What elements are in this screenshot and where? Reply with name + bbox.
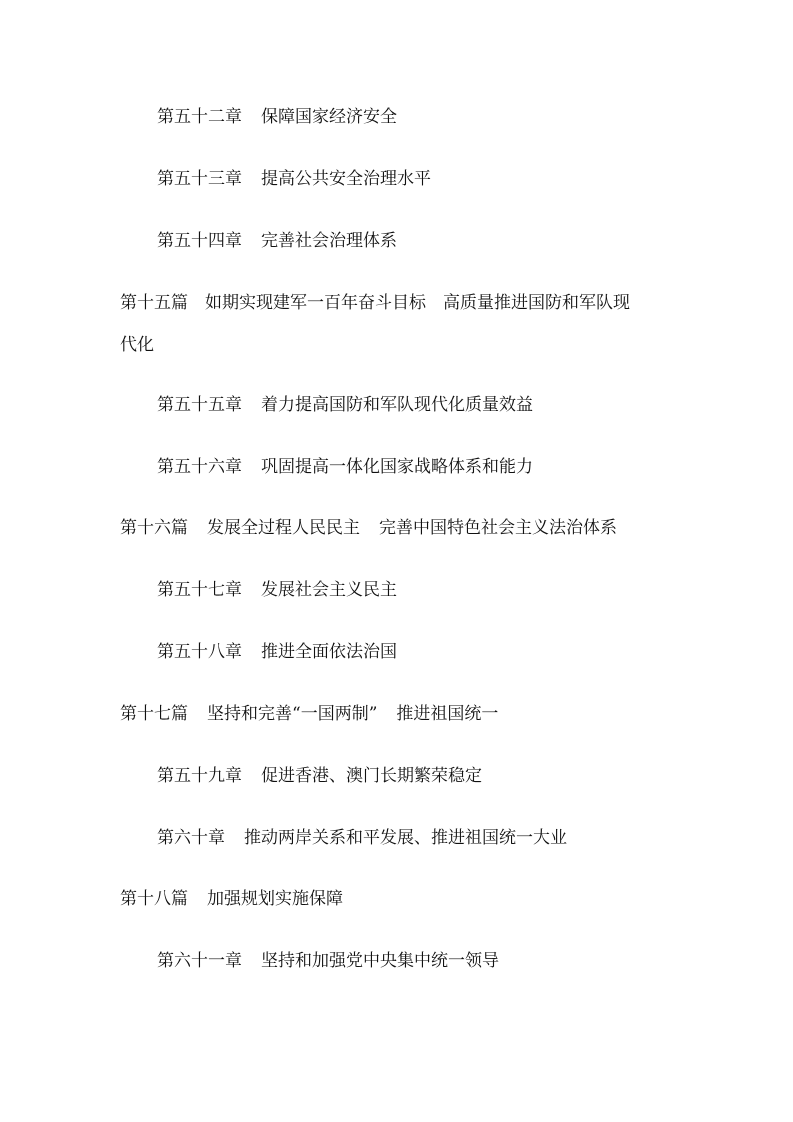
chapter-title: 巩固提高一体化国家战略体系和能力 <box>261 457 533 477</box>
part-title: 坚持和完善“一国两制” <box>207 704 378 724</box>
toc-chapter-61 <box>157 949 499 973</box>
chapter-title: 坚持和加强党中央集中统一领导 <box>261 951 499 971</box>
part-title: 加强规划实施保障 <box>207 889 343 909</box>
toc-chapter-56 <box>157 455 533 479</box>
toc-part-15-wrap <box>120 333 154 357</box>
chapter-title: 促进香港、澳门长期繁荣稳定 <box>261 766 482 786</box>
chapter-title: 提高公共安全治理水平 <box>261 169 431 189</box>
chapter-title: 发展社会主义民主 <box>261 580 397 600</box>
chapter-title: 完善社会治理体系 <box>261 231 397 251</box>
chapter-title: 推动两岸关系和平发展、推进祖国统一大业 <box>244 828 567 848</box>
chapter-number: 第六十一章 <box>157 951 242 971</box>
toc-chapter-53 <box>157 167 431 191</box>
chapter-number: 第五十三章 <box>157 169 242 189</box>
toc-chapter-57 <box>157 578 397 602</box>
toc-part-15 <box>120 291 630 315</box>
toc-chapter-54 <box>157 229 397 253</box>
part-number: 第十五篇 <box>120 293 188 313</box>
toc-chapter-58 <box>157 640 397 664</box>
part-title-continued: 高质量推进国防和军队现 <box>443 293 630 313</box>
toc-chapter-52 <box>157 105 397 129</box>
chapter-number: 第五十五章 <box>157 395 242 415</box>
part-title: 如期实现建军一百年奋斗目标 <box>205 293 426 313</box>
toc-chapter-59 <box>157 764 482 788</box>
part-title-wrap: 代化 <box>120 335 154 355</box>
part-number: 第十六篇 <box>120 518 188 538</box>
chapter-number: 第五十二章 <box>157 107 242 127</box>
chapter-number: 第五十四章 <box>157 231 242 251</box>
part-number: 第十八篇 <box>120 889 188 909</box>
part-title-continued: 完善中国特色社会主义法治体系 <box>379 518 617 538</box>
toc-chapter-55 <box>157 393 533 417</box>
chapter-title: 着力提高国防和军队现代化质量效益 <box>261 395 533 415</box>
chapter-title: 保障国家经济安全 <box>261 107 397 127</box>
toc-part-16 <box>120 516 617 540</box>
chapter-number: 第五十六章 <box>157 457 242 477</box>
chapter-number: 第五十九章 <box>157 766 242 786</box>
part-number: 第十七篇 <box>120 704 188 724</box>
toc-part-18 <box>120 887 343 911</box>
part-title: 发展全过程人民民主 <box>207 518 360 538</box>
toc-part-17 <box>120 702 498 726</box>
chapter-number: 第五十七章 <box>157 580 242 600</box>
toc-chapter-60 <box>157 826 567 850</box>
chapter-title: 推进全面依法治国 <box>261 642 397 662</box>
chapter-number: 第五十八章 <box>157 642 242 662</box>
chapter-number: 第六十章 <box>157 828 225 848</box>
part-title-continued: 推进祖国统一 <box>396 704 499 724</box>
